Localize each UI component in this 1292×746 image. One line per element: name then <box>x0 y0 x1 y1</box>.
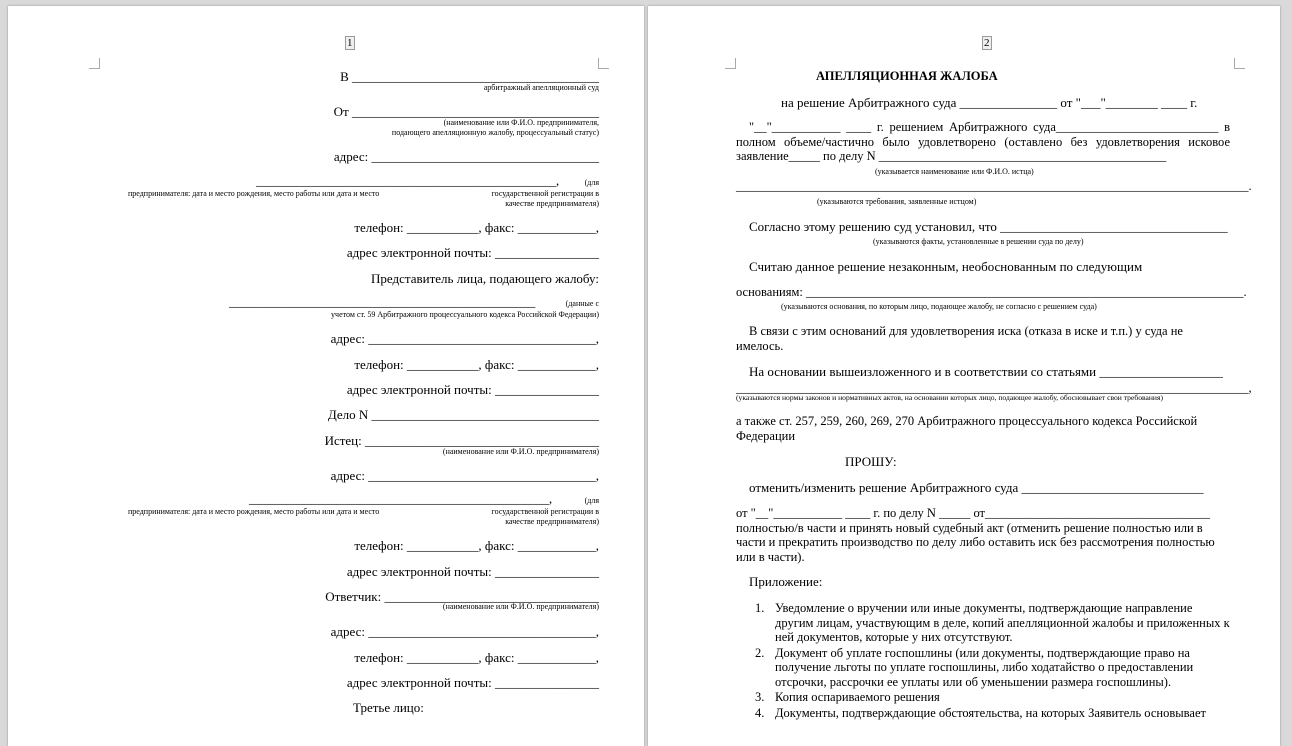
list-item: 4. Документы, подтверждающие обстоятельства, на которых Заявитель основывает <box>755 705 1206 720</box>
paragraph: Считаю данное решение незаконным, необоснованным по следующим <box>749 259 1143 274</box>
page-number: 1 <box>347 37 353 49</box>
corner-mark <box>89 58 100 69</box>
paragraph: а также ст. 257, 259, 260, 269, 270 Арбитражного процессуального кодекса Российской Федерации <box>736 414 1198 443</box>
note: (указываются основания, по которым лицо, подающее жалобу, не согласно с решением суда) <box>781 302 1097 311</box>
paragraph: "__"___________ ____ г. решением Арбитражного суда__________________________ в полном объеме/частично было удовлетворено (оставлено без удовлетворения исковое заявление_____ по делу N ______________________________________________ <box>736 120 1230 163</box>
list-item: 3. Копия оспариваемого решения <box>755 690 940 704</box>
paragraph: отменить/изменить решение Арбитражного суда ____________________________ <box>749 480 1204 495</box>
email-line: адрес электронной почты: ________________ <box>346 564 599 579</box>
phone-line: телефон: ___________, факс: ____________, <box>354 220 599 235</box>
corner-mark <box>1234 58 1245 69</box>
email-line: адрес электронной почты: ________________ <box>346 382 599 397</box>
from-line: От ______________________________________ <box>333 104 599 119</box>
document-title: АПЕЛЛЯЦИОННАЯ ЖАЛОБА <box>816 69 998 83</box>
email-line: адрес электронной почты: ________________ <box>346 245 599 260</box>
blank-line: _________________________________________________ <box>229 295 536 309</box>
paragraph: В связи с этим оснований для удовлетворения иска (отказа в иске и т.п.) у суда не имелось. <box>736 324 1183 353</box>
note: предпринимателя: дата и место рождения, место работы или дата и место <box>128 507 380 516</box>
list-item: 1. Уведомление о вручении или иные документы, подтверждающие направление другим лицам, участвующим в деле, копий апелляционной жалобы и приложенных к ней документов, которые у них отсутствуют. <box>755 601 1230 644</box>
note: государственной регистрации в <box>491 189 599 198</box>
prosu-heading: ПРОШУ: <box>845 454 897 469</box>
note: предпринимателя: дата и место рождения, место работы или дата и место <box>128 189 380 198</box>
attachments-list <box>736 601 1233 720</box>
note: (указывается наименование или Ф.И.О. истца) <box>875 167 1034 176</box>
court-line: В ______________________________________ <box>340 69 599 84</box>
note: арбитражный апелляционный суд <box>483 83 599 92</box>
note: (указываются требования, заявленные истцом) <box>817 197 977 206</box>
plaintiff-line: Истец: ____________________________________ <box>324 433 599 448</box>
note: (наименование или Ф.И.О. предпринимателя, <box>443 118 599 127</box>
defendant-line: Ответчик: _________________________________ <box>325 589 599 604</box>
phone-line: телефон: ___________, факс: ____________, <box>354 538 599 553</box>
note: учетом ст. 59 Арбитражного процессуального кодекса Российской Федерации) <box>331 310 599 319</box>
document-page-1 <box>8 6 644 746</box>
email-line: адрес электронной почты: ________________ <box>346 675 599 690</box>
phone-line: телефон: ___________, факс: ____________, <box>354 357 599 372</box>
list-item: 2. Документ об уплате госпошлины (или документы, подтверждающие право на получение льготы по уплате госпошлины, либо ходатайство о предоставлении отсрочки, рассрочки ее уплаты или об уменьшении размера госпошлины). <box>755 645 1194 689</box>
paragraph: от "__"___________ ____ г. по делу N _____ от____________________________________ полностью/в части и принять новый судебный акт (отменить решение полностью или в части и прекратить производство по делу либо оставить иск без рассмотрения полностью или в части). <box>736 506 1215 564</box>
note: государственной регистрации в <box>491 507 599 516</box>
corner-mark <box>598 58 609 69</box>
note: (указываются нормы законов и нормативных актов, на основании которых лицо, подающее жалобу, обосновывает свои требования) <box>736 393 1164 402</box>
note: (для <box>584 178 599 187</box>
address-line: адрес: ___________________________________, <box>330 624 599 639</box>
note: (данные с <box>565 299 599 308</box>
note: качестве предпринимателя) <box>505 199 599 208</box>
case-number-line: Дело N ___________________________________ <box>327 407 599 422</box>
document-page-2 <box>648 6 1280 746</box>
address-line: адрес: ___________________________________, <box>330 468 599 483</box>
note: качестве предпринимателя) <box>505 517 599 526</box>
attachments-heading: Приложение: <box>749 574 823 589</box>
document-subtitle: на решение Арбитражного суда _______________ от "___"________ ____ г. <box>781 95 1198 110</box>
representative-line: Представитель лица, подающего жалобу: <box>371 271 599 286</box>
blank-line: __________________________________________________________________________________. <box>736 179 1252 193</box>
address-line: адрес: ___________________________________, <box>330 331 599 346</box>
paragraph: На основании вышеизложенного и в соответствии со статьями ___________________ <box>749 364 1223 379</box>
address-line: адрес: ___________________________________ <box>333 149 599 164</box>
note: (наименование или Ф.И.О. предпринимателя) <box>442 447 599 456</box>
third-party-line: Третье лицо: <box>353 700 424 715</box>
blank-line: ________________________________________________, <box>256 174 560 188</box>
paragraph: основаниям: ______________________________________________________________________. <box>736 285 1247 299</box>
note: (для <box>584 496 599 505</box>
blank-line: __________________________________________________________________________________, <box>736 381 1252 395</box>
note: (указываются факты, установленные в решении суда по делу) <box>873 237 1084 246</box>
corner-mark <box>725 58 736 69</box>
blank-line: ________________________________________________, <box>249 492 553 506</box>
page-number: 2 <box>984 37 990 49</box>
note: подающего апелляционную жалобу, процессуальный статус) <box>391 128 599 137</box>
phone-line: телефон: ___________, факс: ____________, <box>354 650 599 665</box>
paragraph: Согласно этому решению суд установил, что ___________________________________ <box>749 219 1228 234</box>
note: (наименование или Ф.И.О. предпринимателя) <box>442 602 599 611</box>
